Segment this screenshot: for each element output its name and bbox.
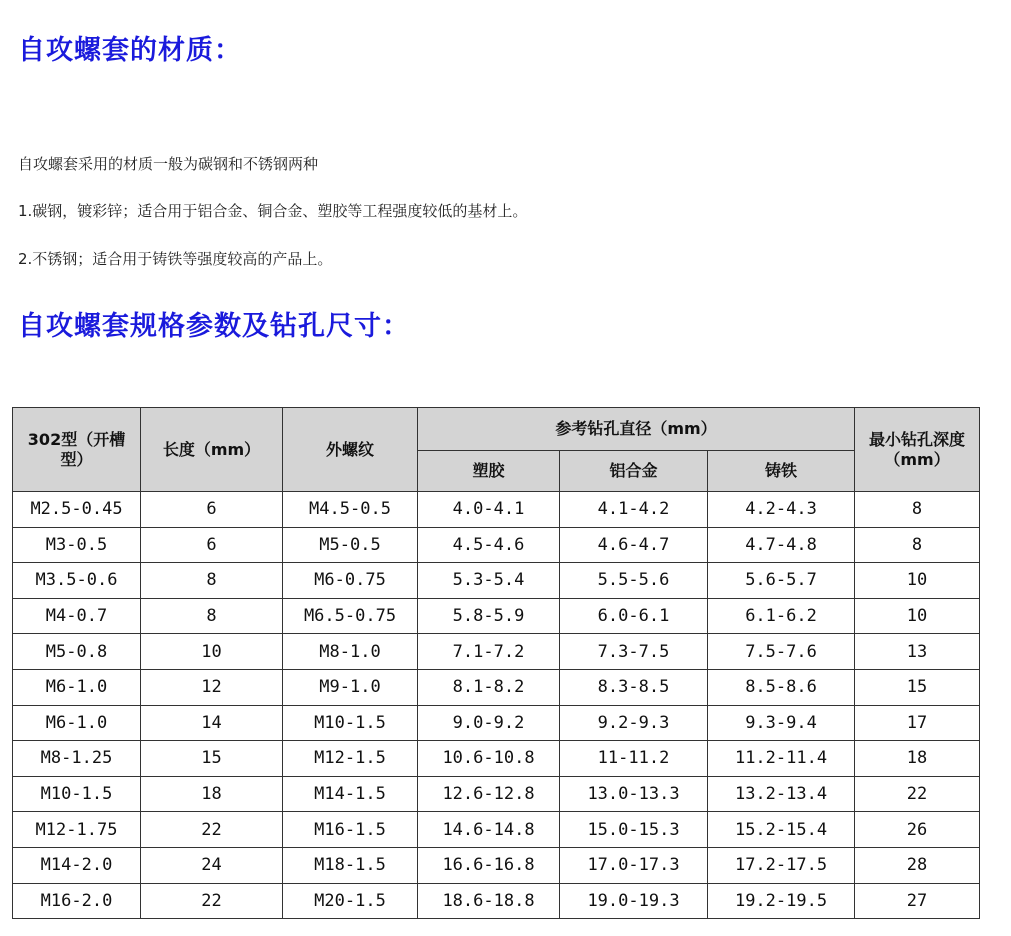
header-aluminum-alloy: 铝合金 — [560, 451, 708, 492]
header-length: 长度（mm） — [141, 408, 283, 492]
header-min-drill-depth: 最小钻孔深度（mm） — [855, 408, 980, 492]
cell-min-depth: 27 — [855, 883, 980, 919]
cell-min-depth: 26 — [855, 812, 980, 848]
cell-cast-iron: 7.5-7.6 — [708, 634, 855, 670]
cell-plastic: 4.0-4.1 — [418, 492, 560, 528]
cell-plastic: 9.0-9.2 — [418, 705, 560, 741]
cell-plastic: 4.5-4.6 — [418, 527, 560, 563]
materials-heading: 自攻螺套的材质： — [18, 35, 242, 66]
cell-outer-thread: M16-1.5 — [283, 812, 418, 848]
cell-aluminum-alloy: 4.1-4.2 — [560, 492, 708, 528]
cell-model: M4-0.7 — [13, 598, 141, 634]
cell-aluminum-alloy: 15.0-15.3 — [560, 812, 708, 848]
cell-min-depth: 8 — [855, 527, 980, 563]
cell-length: 8 — [141, 598, 283, 634]
spec-table-body — [13, 492, 980, 919]
cell-plastic: 12.6-12.8 — [418, 776, 560, 812]
cell-aluminum-alloy: 5.5-5.6 — [560, 563, 708, 599]
materials-item-carbon-steel: 1.碳钢，镀彩锌；适合用于铝合金、铜合金、塑胶等工程强度较低的基材上。 — [18, 202, 528, 220]
cell-model: M6-1.0 — [13, 705, 141, 741]
cell-plastic: 5.3-5.4 — [418, 563, 560, 599]
table-row — [13, 634, 980, 670]
header-drill-diameter-group: 参考钻孔直径（mm） — [418, 408, 855, 451]
cell-cast-iron: 4.7-4.8 — [708, 527, 855, 563]
cell-length: 6 — [141, 492, 283, 528]
cell-aluminum-alloy: 19.0-19.3 — [560, 883, 708, 919]
cell-plastic: 5.8-5.9 — [418, 598, 560, 634]
cell-plastic: 14.6-14.8 — [418, 812, 560, 848]
cell-plastic: 18.6-18.8 — [418, 883, 560, 919]
cell-outer-thread: M6-0.75 — [283, 563, 418, 599]
cell-aluminum-alloy: 7.3-7.5 — [560, 634, 708, 670]
cell-cast-iron: 4.2-4.3 — [708, 492, 855, 528]
table-row — [13, 492, 980, 528]
cell-model: M12-1.75 — [13, 812, 141, 848]
cell-model: M10-1.5 — [13, 776, 141, 812]
cell-aluminum-alloy: 13.0-13.3 — [560, 776, 708, 812]
cell-length: 24 — [141, 847, 283, 883]
cell-outer-thread: M5-0.5 — [283, 527, 418, 563]
cell-plastic: 16.6-16.8 — [418, 847, 560, 883]
cell-length: 15 — [141, 741, 283, 777]
cell-aluminum-alloy: 17.0-17.3 — [560, 847, 708, 883]
cell-plastic: 7.1-7.2 — [418, 634, 560, 670]
cell-length: 14 — [141, 705, 283, 741]
cell-min-depth: 18 — [855, 741, 980, 777]
cell-cast-iron: 6.1-6.2 — [708, 598, 855, 634]
table-row — [13, 741, 980, 777]
table-row — [13, 527, 980, 563]
cell-cast-iron: 19.2-19.5 — [708, 883, 855, 919]
cell-model: M3.5-0.6 — [13, 563, 141, 599]
cell-min-depth: 15 — [855, 669, 980, 705]
cell-cast-iron: 17.2-17.5 — [708, 847, 855, 883]
cell-length: 12 — [141, 669, 283, 705]
cell-length: 18 — [141, 776, 283, 812]
cell-cast-iron: 5.6-5.7 — [708, 563, 855, 599]
cell-length: 10 — [141, 634, 283, 670]
materials-intro: 自攻螺套采用的材质一般为碳钢和不锈钢两种 — [18, 155, 319, 173]
cell-model: M5-0.8 — [13, 634, 141, 670]
cell-min-depth: 10 — [855, 563, 980, 599]
cell-outer-thread: M20-1.5 — [283, 883, 418, 919]
spec-table — [12, 407, 980, 919]
table-row — [13, 776, 980, 812]
table-row — [13, 598, 980, 634]
table-row — [13, 563, 980, 599]
cell-cast-iron: 11.2-11.4 — [708, 741, 855, 777]
cell-min-depth: 8 — [855, 492, 980, 528]
header-outer-thread: 外螺纹 — [283, 408, 418, 492]
cell-outer-thread: M10-1.5 — [283, 705, 418, 741]
table-row — [13, 705, 980, 741]
cell-outer-thread: M12-1.5 — [283, 741, 418, 777]
materials-item-stainless-steel: 2.不锈钢；适合用于铸铁等强度较高的产品上。 — [18, 250, 333, 268]
cell-length: 8 — [141, 563, 283, 599]
cell-model: M6-1.0 — [13, 669, 141, 705]
table-row — [13, 812, 980, 848]
cell-min-depth: 17 — [855, 705, 980, 741]
header-model: 302型（开槽型） — [13, 408, 141, 492]
cell-aluminum-alloy: 9.2-9.3 — [560, 705, 708, 741]
cell-model: M16-2.0 — [13, 883, 141, 919]
cell-min-depth: 13 — [855, 634, 980, 670]
cell-outer-thread: M4.5-0.5 — [283, 492, 418, 528]
cell-aluminum-alloy: 6.0-6.1 — [560, 598, 708, 634]
cell-model: M3-0.5 — [13, 527, 141, 563]
cell-plastic: 8.1-8.2 — [418, 669, 560, 705]
cell-model: M8-1.25 — [13, 741, 141, 777]
table-row — [13, 669, 980, 705]
cell-outer-thread: M18-1.5 — [283, 847, 418, 883]
table-row — [13, 883, 980, 919]
cell-outer-thread: M6.5-0.75 — [283, 598, 418, 634]
header-cast-iron: 铸铁 — [708, 451, 855, 492]
cell-min-depth: 28 — [855, 847, 980, 883]
cell-cast-iron: 15.2-15.4 — [708, 812, 855, 848]
cell-aluminum-alloy: 4.6-4.7 — [560, 527, 708, 563]
cell-min-depth: 10 — [855, 598, 980, 634]
cell-model: M2.5-0.45 — [13, 492, 141, 528]
cell-outer-thread: M9-1.0 — [283, 669, 418, 705]
cell-outer-thread: M8-1.0 — [283, 634, 418, 670]
cell-aluminum-alloy: 8.3-8.5 — [560, 669, 708, 705]
cell-aluminum-alloy: 11-11.2 — [560, 741, 708, 777]
cell-length: 6 — [141, 527, 283, 563]
cell-length: 22 — [141, 812, 283, 848]
cell-outer-thread: M14-1.5 — [283, 776, 418, 812]
cell-model: M14-2.0 — [13, 847, 141, 883]
cell-min-depth: 22 — [855, 776, 980, 812]
cell-plastic: 10.6-10.8 — [418, 741, 560, 777]
cell-cast-iron: 8.5-8.6 — [708, 669, 855, 705]
cell-cast-iron: 9.3-9.4 — [708, 705, 855, 741]
cell-cast-iron: 13.2-13.4 — [708, 776, 855, 812]
specs-heading: 自攻螺套规格参数及钻孔尺寸： — [18, 311, 410, 342]
cell-length: 22 — [141, 883, 283, 919]
table-row — [13, 847, 980, 883]
header-plastic: 塑胶 — [418, 451, 560, 492]
